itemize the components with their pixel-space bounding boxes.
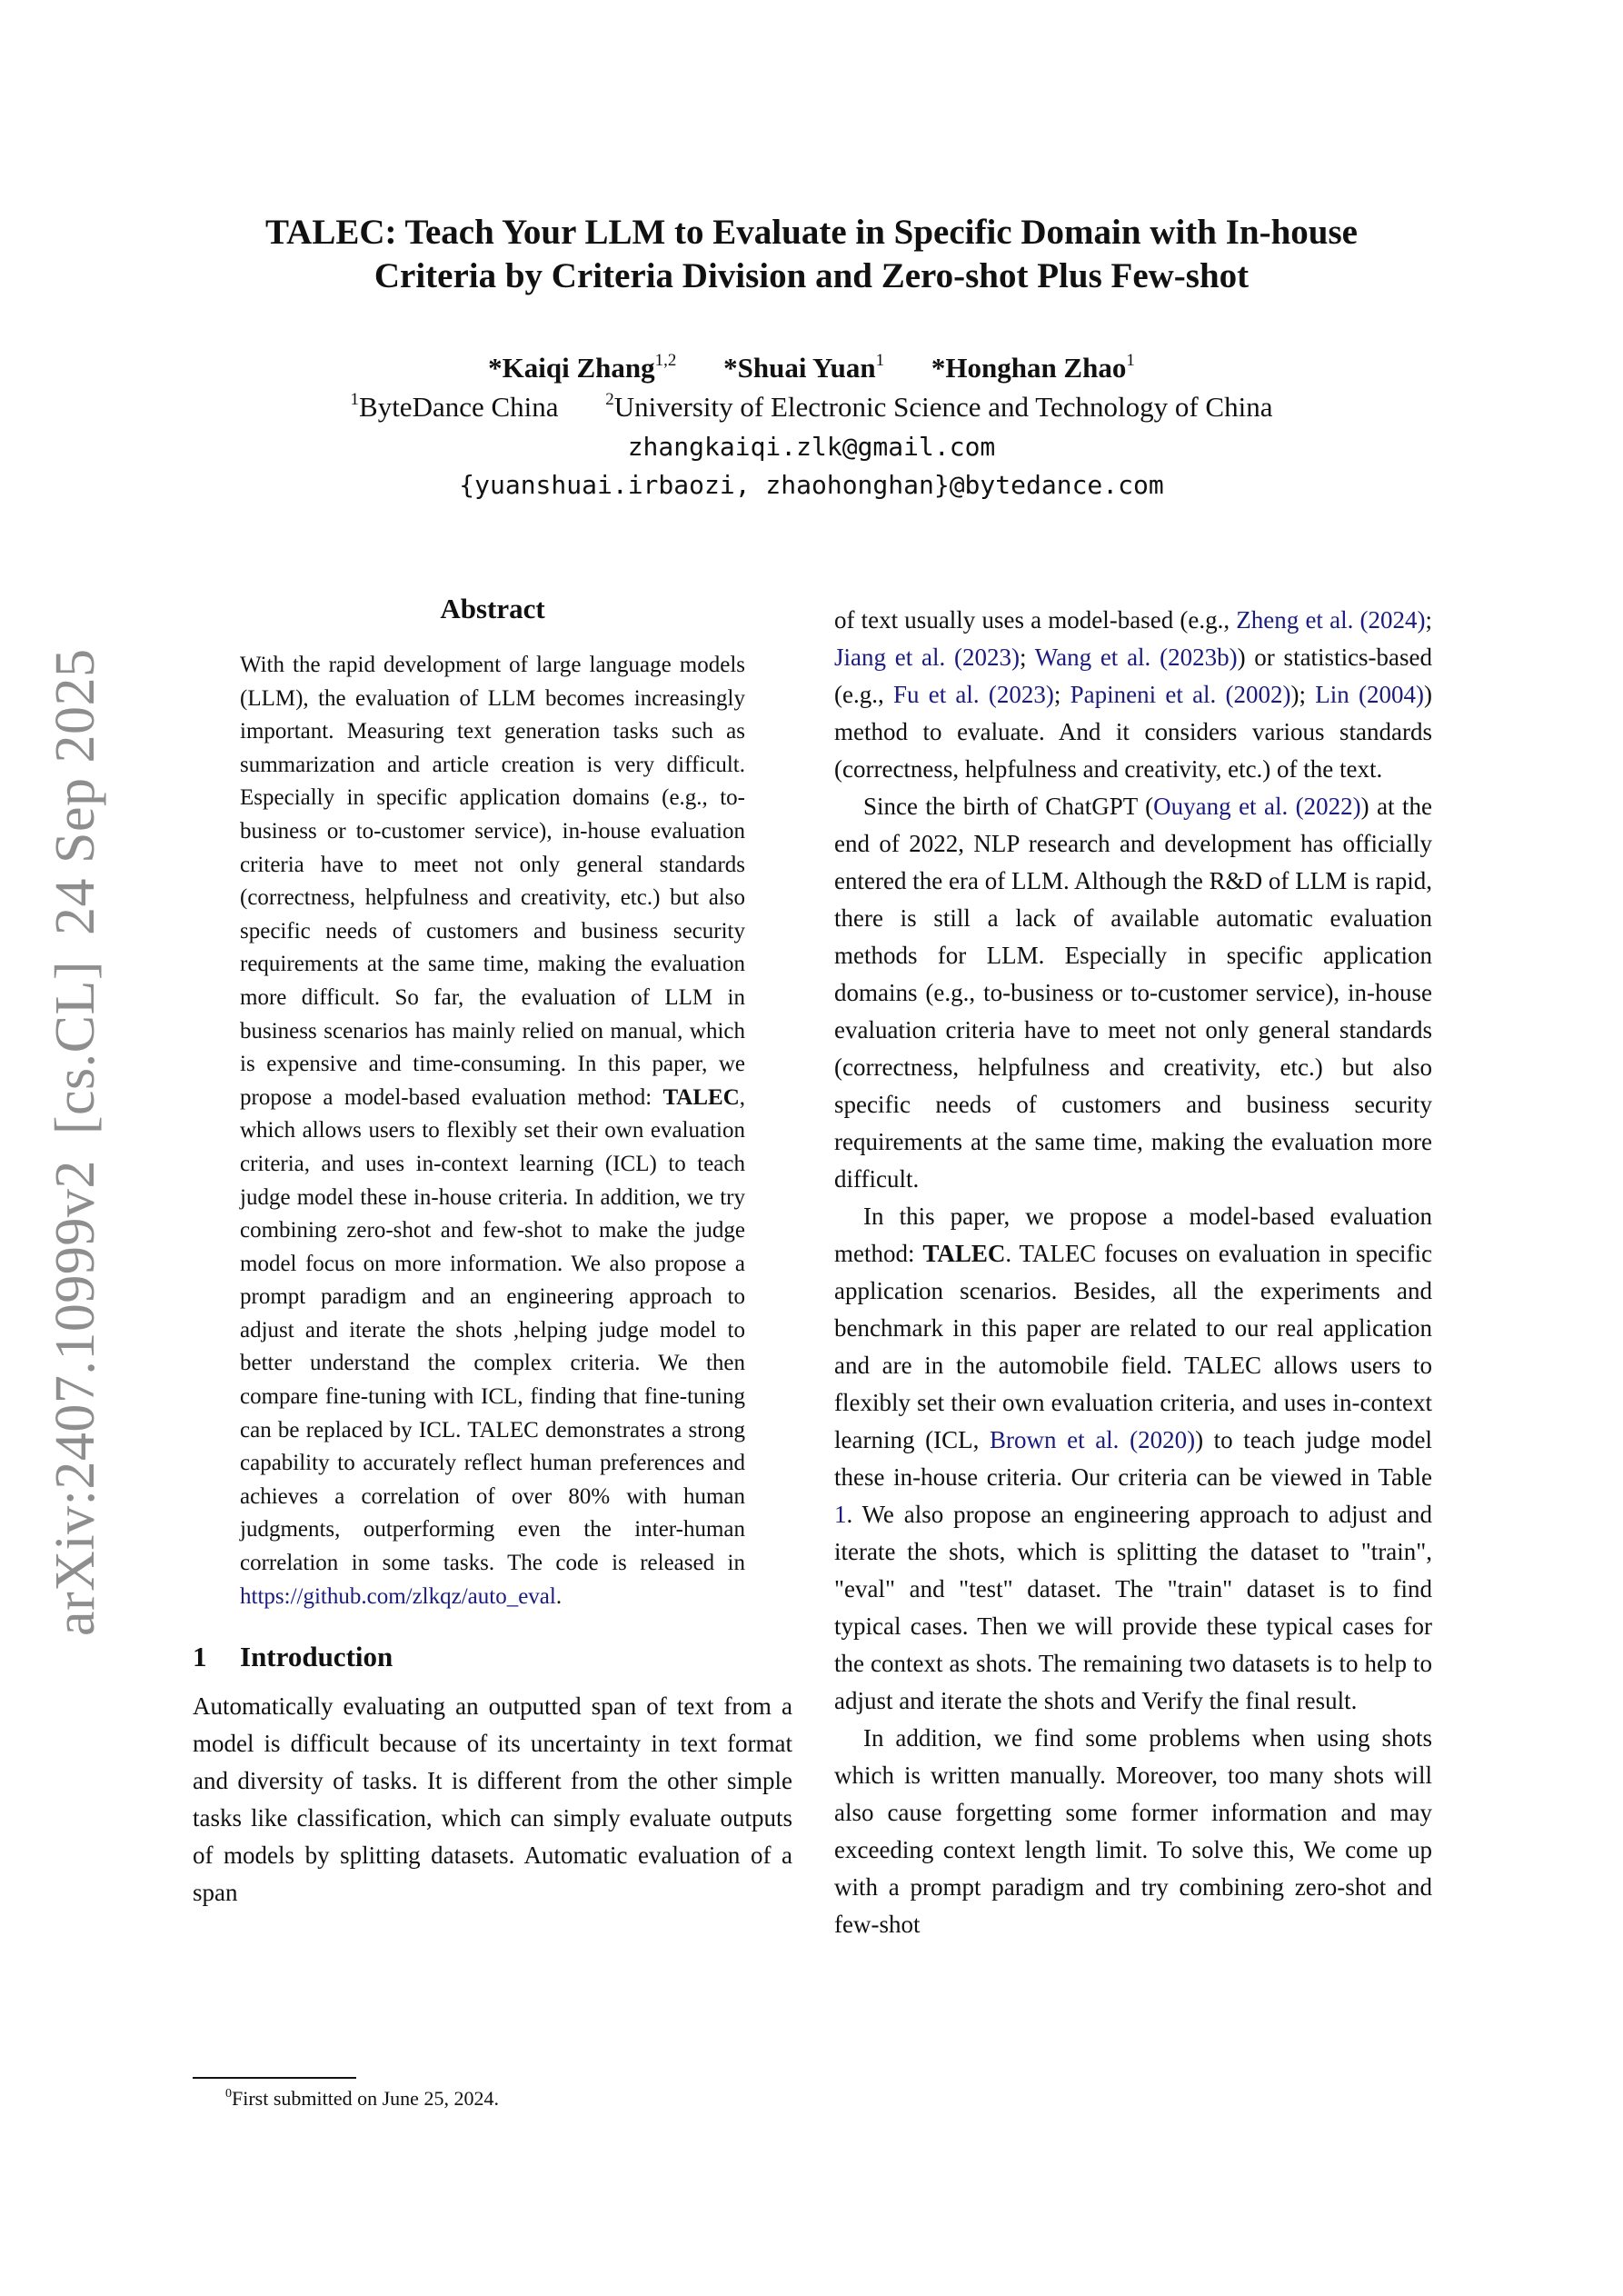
author bbox=[723, 352, 884, 384]
citation-link[interactable]: Lin bbox=[1315, 681, 1349, 708]
body-text: Since the birth of ChatGPT ( bbox=[863, 793, 1154, 820]
citation-link[interactable]: Papineni et al. bbox=[1070, 681, 1217, 708]
method-name: TALEC bbox=[922, 1240, 1006, 1267]
abstract-text: . bbox=[555, 1583, 563, 1609]
body-text: In this paper, we propose a model-based evaluation method: bbox=[834, 1203, 1432, 1267]
paper-title-line-2: Criteria by Criteria Division and Zero-shot Plus Few-shot bbox=[373, 256, 1250, 295]
body-text: of text usually uses a model-based (e.g., bbox=[834, 606, 1237, 634]
section-title: Introduction bbox=[240, 1641, 393, 1673]
body-text: ) to teach judge model these in-house criteria. Our criteria can be viewed in Table bbox=[834, 1426, 1432, 1491]
affiliation bbox=[351, 391, 559, 423]
intro-paragraph bbox=[834, 602, 1432, 788]
abstract-body bbox=[240, 649, 745, 1613]
arxiv-id: arXiv:2407.10999v2 bbox=[45, 1160, 106, 1636]
footnote-mark: 0 bbox=[225, 2087, 232, 2101]
author-affiliation-mark: 1 bbox=[1126, 351, 1135, 370]
author bbox=[488, 352, 676, 384]
body-text: ); bbox=[1290, 681, 1316, 708]
citation-year-link[interactable]: (2023b) bbox=[1160, 644, 1238, 671]
citation-year-link[interactable]: (2024) bbox=[1359, 606, 1426, 634]
affiliation-name: ByteDance China bbox=[359, 391, 559, 423]
author bbox=[931, 352, 1135, 384]
body-text: ) or statistics-based (e.g., bbox=[834, 644, 1433, 708]
body-text: ) method to evaluate. And it considers various standards (correctness, helpfulness and creativity, etc.) of the text. bbox=[834, 681, 1432, 783]
citation-link[interactable]: Fu et al. bbox=[892, 681, 980, 708]
author-affiliation-mark: 1 bbox=[875, 351, 885, 370]
arxiv-stamp bbox=[45, 648, 106, 1636]
footnote-rule bbox=[193, 2077, 356, 2079]
affiliation-mark: 2 bbox=[605, 390, 614, 409]
body-text: ; bbox=[1053, 681, 1070, 708]
section-number: 1 bbox=[193, 1641, 207, 1673]
table-reference-link[interactable]: 1 bbox=[834, 1501, 847, 1528]
abstract-text: With the rapid development of large language models (LLM), the evaluation of LLM becomes increasingly important. Measuring text generation tasks such as summarization and article creation is very difficult. Especially in specific application domains (e.g., to-business or to-customer service), in-house evaluation criteria have to meet not only general standards (correctness, helpfulness and creativity, etc.) but also specific needs of customers and business security requirements at the same time, making the evaluation more difficult. So far, the evaluation of LLM in business scenarios has mainly relied on manual, which is expensive and time-consuming. In this paper, we propose a model-based evaluation method: bbox=[240, 653, 745, 1110]
citation-year-link[interactable]: (2004) bbox=[1359, 681, 1424, 708]
author-list bbox=[0, 350, 1623, 386]
author-name: *Kaiqi Zhang bbox=[488, 352, 655, 384]
body-text: . TALEC focuses on evaluation in specific application scenarios. Besides, all the experiments and benchmark in this paper are related to our real application and are in the automobile field. TALEC allows users to flexibly set their own evaluation criteria, and uses in-context learning (ICL, bbox=[834, 1240, 1432, 1453]
intro-paragraph bbox=[834, 788, 1432, 1198]
body-text: ) at the end of 2022, NLP research and development has officially entered the era of LLM. Although the R&D of LLM is rapid, there is still a lack of available automatic evaluation methods for LLM. Especially in specific application domains (e.g., to-business or to-customer service), in-house evaluation criteria have to meet not only general standards (correctness, helpfulness and creativity, etc.) but also specific needs of customers and business security requirements at the same time, making the evaluation more difficult. bbox=[834, 793, 1432, 1193]
citation-link[interactable]: Ouyang et al. bbox=[1153, 793, 1289, 820]
paper-title bbox=[0, 211, 1623, 298]
footnote bbox=[225, 2085, 499, 2112]
left-column bbox=[193, 591, 792, 1912]
affiliation-list bbox=[0, 389, 1623, 425]
author-email: zhangkaiqi.zlk@gmail.com bbox=[627, 432, 996, 462]
right-column bbox=[834, 602, 1432, 1943]
citation-link[interactable]: Zheng et al. bbox=[1236, 606, 1354, 634]
arxiv-date: 24 Sep 2025 bbox=[45, 648, 106, 935]
citation-link[interactable]: Wang et al. bbox=[1034, 644, 1151, 671]
author-name: *Honghan Zhao bbox=[931, 352, 1127, 384]
intro-paragraph bbox=[834, 1198, 1432, 1720]
citation-year-link[interactable]: (2020) bbox=[1130, 1426, 1196, 1453]
method-name: TALEC bbox=[662, 1084, 740, 1110]
section-heading-introduction bbox=[193, 1639, 792, 1675]
affiliation-name: University of Electronic Science and Technology of China bbox=[613, 391, 1273, 423]
code-link[interactable]: https://github.com/zlkqz/auto_eval bbox=[240, 1583, 556, 1609]
citation-year-link[interactable]: (2022) bbox=[1295, 793, 1361, 820]
body-text: ; bbox=[1425, 606, 1432, 634]
paper-title-line-1: TALEC: Teach Your LLM to Evaluate in Specific Domain with In-house bbox=[265, 213, 1358, 252]
abstract-heading: Abstract bbox=[440, 593, 545, 624]
body-text: . We also propose an engineering approach to adjust and iterate the shots, which is splitting the dataset to "train", "eval" and "test" dataset. The "train" dataset is to find typical cases. Then we will provide these typical cases for the context as shots. The remaining two datasets is to help to adjust and iterate the shots and Verify the final result. bbox=[834, 1501, 1432, 1714]
citation-year-link[interactable]: (2023) bbox=[988, 681, 1054, 708]
intro-paragraph: Automatically evaluating an outputted span of text from a model is difficult because of its uncertainty in text format and diversity of tasks. It is different from the other simple tasks like classification, which can simply evaluate outputs of models by splitting datasets. Automatic evaluation of a span bbox=[193, 1692, 792, 1907]
intro-paragraph: In addition, we find some problems when using shots which is written manually. Moreover, too many shots will also cause forgetting some former information and may exceeding context length limit. To solve this, We come up with a prompt paradigm and try combining zero-shot and few-shot bbox=[834, 1724, 1432, 1938]
author-name: *Shuai Yuan bbox=[723, 352, 876, 384]
arxiv-category: [cs.CL] bbox=[45, 960, 106, 1135]
citation-link[interactable]: Brown et al. bbox=[989, 1426, 1120, 1453]
body-text: ; bbox=[1019, 644, 1035, 671]
author-affiliation-mark: 1,2 bbox=[654, 351, 677, 370]
citation-year-link[interactable]: (2002) bbox=[1225, 681, 1291, 708]
author-email: {yuanshuai.irbaozi, zhaohonghan}@bytedance.com bbox=[459, 470, 1164, 500]
abstract-text: , which allows users to flexibly set their own evaluation criteria, and uses in-context learning (ICL) to teach judge model these in-house criteria. In addition, we try combining zero-shot and few-shot to make the judge model focus on more information. We also propose a prompt paradigm and an engineering approach to adjust and iterate the shots ,helping judge model to better understand the complex criteria. We then compare fine-tuning with ICL, finding that fine-tuning can be replaced by ICL. TALEC demonstrates a strong capability to accurately reflect human preferences and achieves a correlation of over 80% with human judgments, outperforming even the inter-human correlation in some tasks. The code is released in bbox=[240, 1084, 745, 1576]
footnote-text: First submitted on June 25, 2024. bbox=[232, 2087, 499, 2110]
affiliation-mark: 1 bbox=[350, 390, 360, 409]
citation-year-link[interactable]: (2023) bbox=[954, 644, 1020, 671]
affiliation bbox=[605, 391, 1272, 423]
citation-link[interactable]: Jiang et al. bbox=[834, 644, 946, 671]
